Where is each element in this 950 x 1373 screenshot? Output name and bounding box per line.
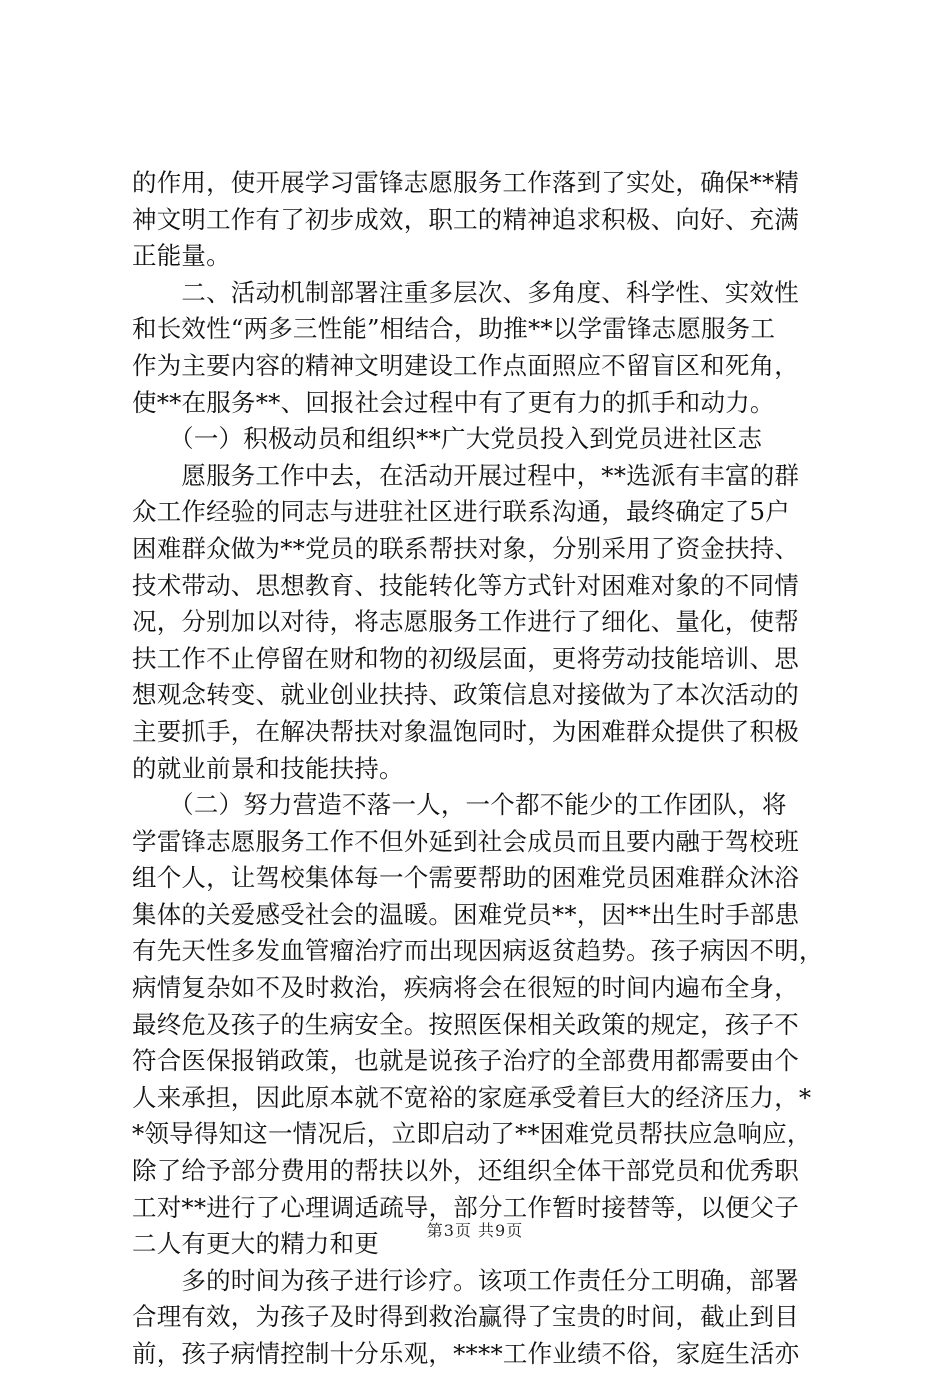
text-line: 符合医保报销政策，也就是说孩子治疗的全部费用都需要由个 — [132, 1046, 799, 1076]
text-line: 众工作经验的同志与进驻社区进行联系沟通，最终确定了5户 — [132, 497, 790, 527]
text-line: 作为主要内容的精神文明建设工作点面照应不留盲区和死角， — [132, 350, 799, 380]
text-line: 人来承担，因此原本就不宽裕的家庭承受着巨大的经济压力，* — [132, 1082, 812, 1112]
page-footer — [0, 1218, 950, 1241]
text-line: （一）积极动员和组织**广大党员投入到党员进社区志 — [132, 424, 763, 454]
text-line: 的作用，使开展学习雷锋志愿服务工作落到了实处，确保**精 — [132, 168, 800, 197]
text-line: 想观念转变、就业创业扶持、政策信息对接做为了本次活动的 — [132, 680, 799, 710]
text-line: 最终危及孩子的生病安全。按照医保相关政策的规定，孩子不 — [132, 1009, 799, 1039]
text-line: （二）努力营造不落一人，一个都不能少的工作团队，将 — [132, 790, 787, 820]
text-line: 合理有效，为孩子及时得到救治赢得了宝贵的时间，截止到目 — [132, 1302, 799, 1332]
text-line: 学雷锋志愿服务工作不但外延到社会成员而且要内融于驾校班 — [132, 826, 799, 856]
text-line: 病情复杂如不及时救治，疾病将会在很短的时间内遍布全身， — [132, 973, 799, 1003]
text-line: 前，孩子病情控制十分乐观，****工作业绩不俗，家庭生活亦 — [132, 1339, 800, 1368]
text-line: 二、活动机制部署注重多层次、多角度、科学性、实效性 — [132, 277, 799, 307]
text-line: 技术带动、思想教育、技能转化等方式针对困难对象的不同情 — [132, 570, 799, 600]
text-line: 主要抓手，在解决帮扶对象温饱同时，为困难群众提供了积极 — [132, 716, 799, 746]
text-line: 工对**进行了心理调适疏导，部分工作暂时接替等，以便父子 — [132, 1192, 800, 1222]
text-line: 正能量。 — [132, 241, 231, 271]
text-line: 愿服务工作中去，在活动开展过程中，**选派有丰富的群 — [132, 460, 800, 490]
text-line: 多的时间为孩子进行诊疗。该项工作责任分工明确，部署 — [132, 1265, 799, 1295]
text-line: 扶工作不止停留在财和物的初级层面，更将劳动技能培训、思 — [132, 643, 799, 673]
text-line: 组个人，让驾校集体每一个需要帮助的困难党员困难群众沐浴 — [132, 863, 799, 893]
text-line: 有先天性多发血管瘤治疗而出现因病返贫趋势。孩子病因不明， — [132, 936, 824, 966]
text-line: 和长效性“两多三性能”相结合，助推**以学雷锋志愿服务工 — [132, 314, 776, 344]
text-line: 神文明工作有了初步成效，职工的精神追求积极、向好、充满 — [132, 204, 799, 234]
text-line: 的就业前景和技能扶持。 — [132, 753, 404, 783]
text-line: 况，分别加以对待，将志愿服务工作进行了细化、量化，使帮 — [132, 607, 799, 637]
text-line: 二人有更大的精力和更 — [132, 1229, 379, 1259]
text-line: *领导得知这一情况后，立即启动了**困难党员帮扶应急响应， — [132, 1119, 812, 1149]
document-body — [132, 165, 822, 1373]
text-line: 集体的关爱感受社会的温暖。困难党员**，因**出生时手部患 — [132, 899, 800, 929]
text-line: 使**在服务**、回报社会过程中有了更有力的抓手和动力。 — [132, 387, 775, 417]
text-line: 除了给予部分费用的帮扶以外，还组织全体干部党员和优秀职 — [132, 1156, 799, 1186]
text-line: 困难群众做为**党员的联系帮扶对象，分别采用了资金扶持、 — [132, 533, 800, 563]
page-number-indicator: 第3页 共9页 — [426, 1221, 524, 1240]
